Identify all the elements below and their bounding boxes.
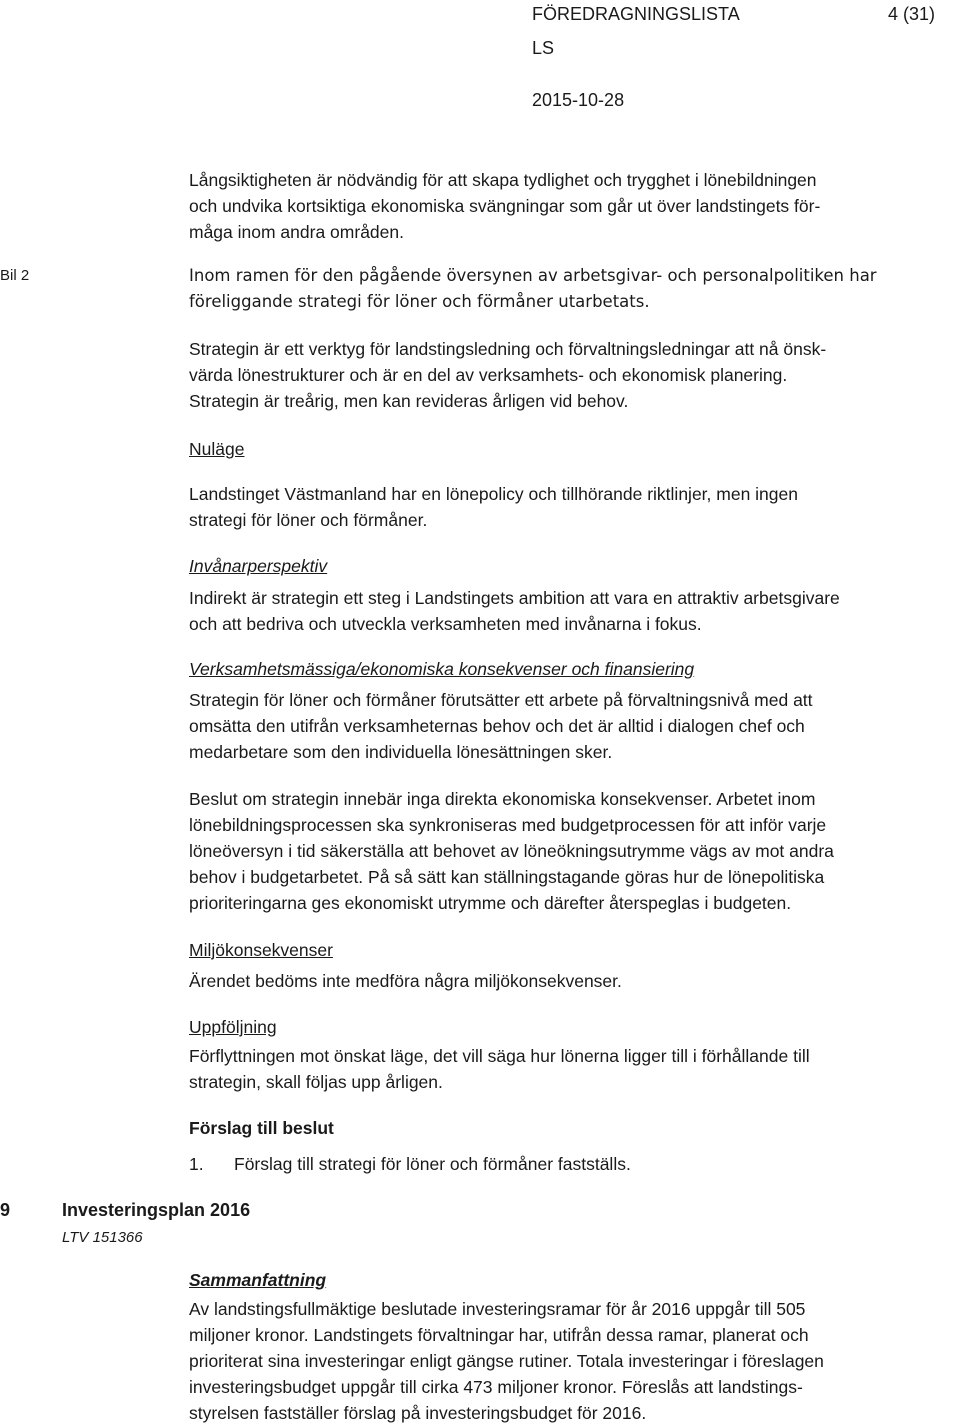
text-line: Strategin är treårig, men kan revideras årligen vid behov. (189, 391, 629, 411)
heading-nulage: Nuläge (189, 439, 245, 459)
text-line: Beslut om strategin innebär inga direkta ekonomiska konsekvenser. Arbetet inom (189, 789, 816, 809)
text-line: Indirekt är strategin ett steg i Landstingets ambition att vara en attraktiv arbetsgivare (189, 588, 840, 608)
item-number: 9 (0, 1200, 11, 1220)
attachment-label: Bil 2 (0, 267, 30, 284)
text-line: värda lönestrukturer och är en del av verksamhets- och ekonomisk planering. (189, 365, 788, 385)
text-line: prioriterat sina investeringar enligt gängse rutiner. Totala investeringar i föreslagen (189, 1351, 824, 1371)
text-line: löneöversyn i tid säkerställa att behovet av löneökningsutrymme vägs av mot andra (189, 841, 834, 861)
item-reference: LTV 151366 (62, 1229, 143, 1246)
text-line: lönebildningsprocessen ska synkroniseras med budgetprocessen för att inför varje (189, 815, 827, 835)
paragraph-strategy (189, 336, 929, 414)
paragraph-review (189, 263, 929, 315)
text-line: medarbetare som den individuella lönesättningen sker. (189, 742, 613, 762)
heading-forslag-till-beslut: Förslag till beslut (189, 1118, 334, 1138)
text-line: och att bedriva och utveckla verksamheten med invånarna i fokus. (189, 614, 702, 634)
text-line: strategi för löner och förmåner. (189, 510, 428, 530)
text-line: Av landstingsfullmäktige beslutade investeringsramar för år 2016 uppgår till 505 (189, 1299, 806, 1319)
heading-uppfoljning: Uppföljning (189, 1017, 277, 1037)
text-line: Strategin för löner och förmåner förutsätter ett arbete på förvaltningsnivå med att (189, 690, 813, 710)
decision-number: 1. (189, 1154, 204, 1174)
text-line: Strategin är ett verktyg för landstingsledning och förvaltningsledningar att nå önsk- (189, 339, 827, 359)
document-date: 2015-10-28 (532, 90, 625, 110)
heading-verksamhet: Verksamhetsmässiga/ekonomiska konsekvenser och finansiering (189, 659, 695, 679)
paragraph-verksamhet (189, 687, 929, 765)
text-line: Ärendet bedöms inte medföra några miljökonsekvenser. (189, 971, 622, 991)
paragraph-uppfoljning (189, 1043, 929, 1095)
heading-sammanfattning: Sammanfattning (189, 1270, 327, 1290)
paragraph-nulage (189, 481, 929, 533)
unit-label: LS (532, 38, 555, 58)
text-line: Långsiktigheten är nödvändig för att skapa tydlighet och trygghet i lönebildningen (189, 170, 817, 190)
item-title: Investeringsplan 2016 (62, 1200, 251, 1220)
text-line: föreliggande strategi för löner och förmåner utarbetats. (189, 292, 650, 311)
decision-text: Förslag till strategi för löner och förmåner fastställs. (234, 1154, 631, 1174)
paragraph-beslut (189, 786, 929, 916)
text-line: prioriteringarna ges ekonomiskt utrymme och därefter återspeglas i budgeten. (189, 893, 792, 913)
text-line: investeringsbudget uppgår till cirka 473 miljoner kronor. Föreslås att landstings- (189, 1377, 803, 1397)
paragraph-miljo (189, 968, 929, 994)
heading-miljokonsekvenser: Miljökonsekvenser (189, 940, 333, 960)
text-line: strategin, skall följas upp årligen. (189, 1072, 443, 1092)
paragraph-invanarperspektiv (189, 585, 929, 637)
document-title: FÖREDRAGNINGSLISTA (532, 4, 740, 24)
text-line: Inom ramen för den pågående översynen av arbetsgivar- och personalpolitiken har (189, 266, 877, 285)
text-line: Landstinget Västmanland har en lönepolicy och tillhörande riktlinjer, men ingen (189, 484, 798, 504)
paragraph-longterm (189, 167, 929, 245)
paragraph-sammanfattning (189, 1296, 929, 1426)
text-line: miljoner kronor. Landstingets förvaltningar har, utifrån dessa ramar, planerat och (189, 1325, 809, 1345)
text-line: omsätta den utifrån verksamheternas behov och det är alltid i dialogen chef och (189, 716, 805, 736)
text-line: och undvika kortsiktiga ekonomiska svängningar som går ut över landstingets för- (189, 196, 821, 216)
text-line: Förflyttningen mot önskat läge, det vill säga hur lönerna ligger till i förhållande till (189, 1046, 810, 1066)
text-line: behov i budgetarbetet. På så sätt kan ställningstagande göras hur de lönepolitiska (189, 867, 825, 887)
text-line: styrelsen fastställer förslag på investeringsbudget för 2016. (189, 1403, 647, 1423)
heading-invanarperspektiv: Invånarperspektiv (189, 556, 328, 576)
page-number: 4 (31) (888, 4, 936, 24)
text-line: måga inom andra områden. (189, 222, 404, 242)
